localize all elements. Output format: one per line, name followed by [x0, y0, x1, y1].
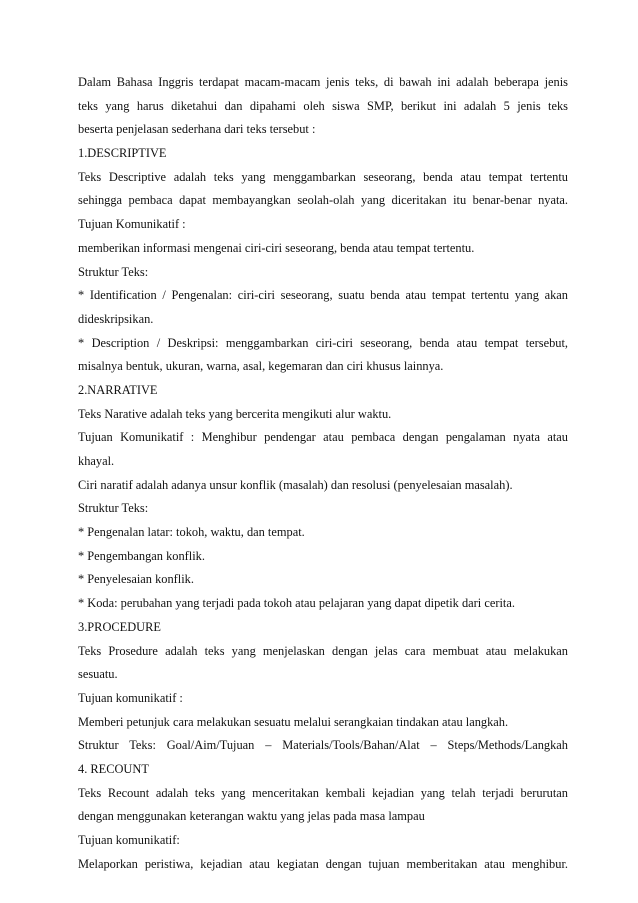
text-line: * Identification / Pengenalan: ciri-ciri seseorang, suatu benda atau tempat tertentu yang akan — [78, 288, 568, 303]
text-line: Tujuan Komunikatif : Menghibur pendengar atau pembaca dengan pengalaman nyata atau — [78, 430, 568, 445]
text-line: Tujuan komunikatif : — [78, 690, 183, 705]
text-line: khayal. — [78, 454, 115, 468]
text-line: Struktur Teks: — [78, 264, 149, 279]
text-line: dengan menggunakan keterangan waktu yang jelas pada masa lampau — [78, 809, 425, 824]
text-line: Teks Narative adalah teks yang bercerita mengikuti alur waktu. — [78, 406, 392, 421]
text-line: Struktur Teks: Goal/Aim/Tujuan – Materials/Tools/Bahan/Alat – Steps/Methods/Langkah — [78, 738, 568, 753]
text-line: * Penyelesaian konflik. — [78, 572, 194, 587]
text-line: * Pengenalan latar: tokoh, waktu, dan tempat. — [78, 525, 305, 540]
text-line: Tujuan komunikatif: — [78, 833, 180, 847]
text-line: Melaporkan peristiwa, kejadian atau kegiatan dengan tujuan memberitakan atau menghibur. — [78, 856, 568, 871]
text-line: * Description / Deskripsi: menggambarkan ciri-ciri seseorang, benda atau tempat tersebut, — [78, 335, 568, 350]
text-line: sesuatu. — [78, 667, 118, 682]
section-heading-procedure: 3.PROCEDURE — [78, 619, 161, 634]
text-line: Teks Descriptive adalah teks yang menggambarkan seseorang, benda atau tempat tertentu — [78, 169, 568, 184]
text-line: memberikan informasi mengenai ciri-ciri seseorang, benda atau tempat tertentu. — [78, 240, 475, 255]
text-line: Tujuan Komunikatif : — [78, 217, 186, 232]
text-line: Teks Recount adalah teks yang menceritakan kembali kejadian yang telah terjadi berurutan — [78, 785, 568, 800]
text-line: Dalam Bahasa Inggris terdapat macam-macam jenis teks, di bawah ini adalah beberapa jenis — [78, 75, 568, 89]
text-line: * Koda: perubahan yang terjadi pada tokoh atau pelajaran yang dapat dipetik dari cerita. — [78, 596, 515, 611]
text-line: beserta penjelasan sederhana dari teks tersebut : — [78, 122, 316, 137]
document-body — [78, 71, 568, 876]
text-line: sehingga pembaca dapat membayangkan seolah-olah yang diceritakan itu benar-benar nyata. — [78, 193, 568, 208]
text-line: dideskripsikan. — [78, 311, 154, 326]
text-line: Memberi petunjuk cara melakukan sesuatu melalui serangkaian tindakan atau langkah. — [78, 714, 509, 729]
text-line: Struktur Teks: — [78, 501, 149, 516]
text-line: misalnya bentuk, ukuran, warna, asal, kegemaran dan ciri khusus lainnya. — [78, 359, 444, 374]
section-heading-narrative: 2.NARRATIVE — [78, 382, 158, 397]
text-line: teks yang harus diketahui dan dipahami oleh siswa SMP, berikut ini adalah 5 jenis teks — [78, 98, 568, 113]
text-line: Ciri naratif adalah adanya unsur konflik (masalah) dan resolusi (penyelesaian masalah). — [78, 477, 513, 492]
section-heading-recount: 4. RECOUNT — [78, 761, 149, 776]
section-heading-descriptive: 1.DESCRIPTIVE — [78, 146, 167, 161]
text-line: * Pengembangan konflik. — [78, 548, 205, 563]
text-line: Teks Prosedure adalah teks yang menjelaskan dengan jelas cara membuat atau melakukan — [78, 643, 568, 658]
